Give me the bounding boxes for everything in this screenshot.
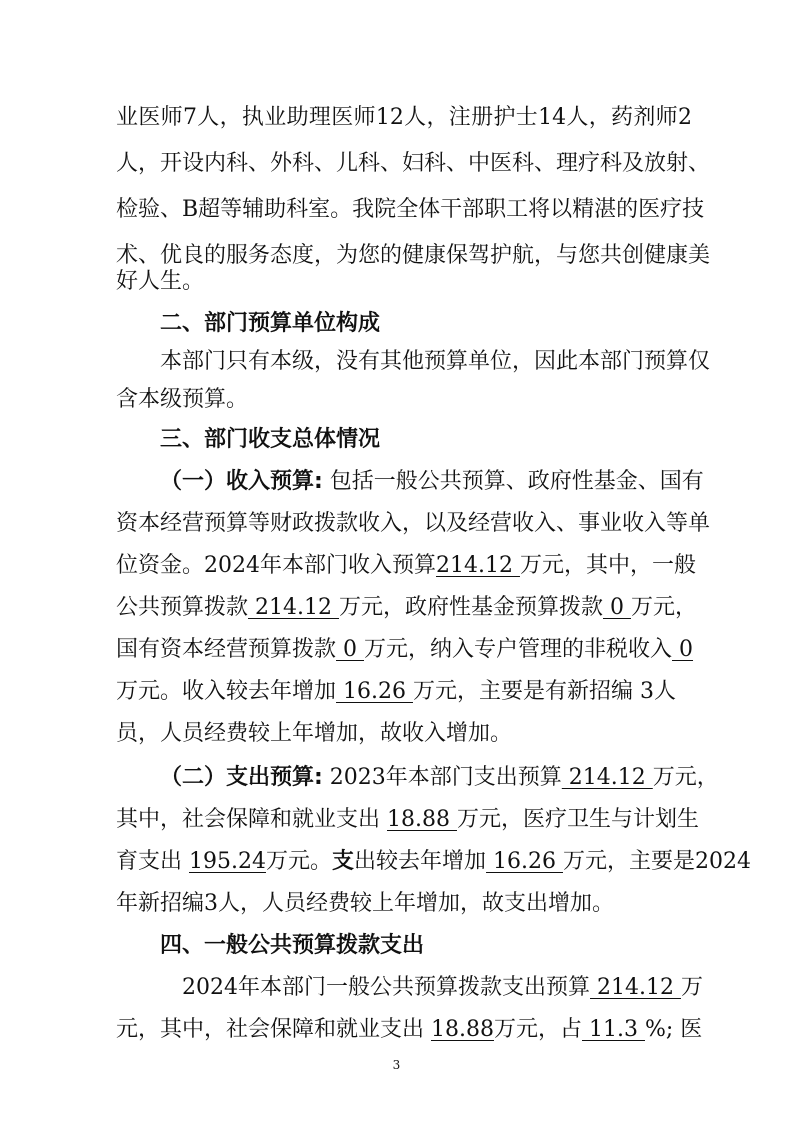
body-text: 万元，主要是2024 — [563, 849, 751, 874]
body-line: 好人生。 — [116, 269, 205, 294]
income-label: （一）收入预算: — [160, 469, 323, 494]
non-tax-value: 0 — [672, 637, 694, 662]
page-number: 3 — [392, 1058, 401, 1072]
income-line-3 — [116, 546, 696, 586]
body-text: 万元，医疗卫生与计划生 — [456, 807, 699, 832]
body-line: 术、优良的服务态度，为您的健康保驾护航，与您共创健康美 — [116, 243, 711, 268]
body-text: 万元，主要是有新招编 3人 — [412, 679, 676, 704]
body-text: 包括一般公共预算、政府性基金、国有 — [322, 469, 704, 494]
section-heading: 三、部门收支总体情况 — [160, 427, 381, 452]
percent-value: 11.3 — [582, 1017, 645, 1042]
expense-line-1 — [160, 758, 719, 798]
expense-line-3 — [116, 842, 751, 882]
body-text: 万元。收入较去年增加 — [116, 679, 337, 704]
body-text: 2023年本部门支出预算 — [322, 765, 562, 790]
income-total-value: 214.12 — [436, 553, 520, 578]
body-text: 育支出 — [116, 849, 189, 874]
body-text: 万元，纳入专户管理的非税收入 — [364, 637, 673, 662]
body-text: 万 — [680, 975, 703, 1000]
body-text: 2024年本部门一般公共预算拨款支出预算 — [182, 975, 590, 1000]
body-line: 人，开设内科、外科、儿科、妇科、中医科、理疗科及放射、 — [116, 151, 711, 176]
expense-increase-value: 16.26 — [486, 849, 563, 874]
section-heading: 二、部门预算单位构成 — [160, 311, 381, 336]
body-text: 公共预算拨款 — [116, 595, 249, 620]
section4-line-2 — [116, 1010, 703, 1050]
gov-fund-value: 0 — [603, 595, 631, 620]
section-heading: 四、一般公共预算拨款支出 — [160, 933, 425, 958]
expense-label: （二）支出预算: — [160, 765, 323, 790]
body-line: 本部门只有本级，没有其他预算单位，因此本部门预算仅 — [160, 349, 711, 374]
body-line: 业医师7人，执业助理医师12人，注册护士14人，药剂师2 — [116, 105, 692, 130]
expense-line-2 — [116, 800, 699, 840]
general-budget-value: 214.12 — [248, 595, 339, 620]
body-text: 元，其中，社会保障和就业支出 — [116, 1017, 431, 1042]
body-text: 出较去年增加 — [354, 849, 487, 874]
body-text: 其中，社会保障和就业支出 — [116, 807, 387, 832]
body-text: 万元，政府性基金预算拨款 — [338, 595, 603, 620]
body-text: 位资金。2024年本部门收入预算 — [116, 553, 436, 578]
income-line-4 — [116, 588, 697, 628]
body-line: 检验、B超等辅助科室。我院全体干部职工将以精湛的医疗技 — [116, 197, 705, 222]
body-text-bold: 支 — [332, 849, 355, 874]
body-line: 员，人员经费较上年增加，故收入增加。 — [116, 721, 513, 746]
social-security-expense-value: 18.88 — [431, 1017, 494, 1042]
body-text: 万元， — [652, 765, 719, 790]
body-text: 万元。 — [265, 849, 332, 874]
social-security-value: 18.88 — [387, 807, 457, 832]
body-text: 国有资本经营预算拨款 — [116, 637, 337, 662]
body-text: %; 医 — [644, 1017, 703, 1042]
income-line-6 — [116, 672, 692, 712]
body-text: 万元，其中，一般 — [519, 553, 696, 578]
health-value: 195.24 — [189, 849, 266, 874]
income-line-1 — [160, 462, 704, 502]
income-line-5 — [116, 630, 692, 670]
income-increase-value: 16.26 — [336, 679, 413, 704]
body-line: 资本经营预算等财政拨款收入，以及经营收入、事业收入等单 — [116, 511, 711, 536]
expense-total-value: 214.12 — [561, 765, 653, 790]
section4-line-1 — [182, 968, 703, 1008]
body-line: 年新招编3人，人员经费较上年增加，故支出增加。 — [116, 891, 614, 916]
body-line: 含本级预算。 — [116, 387, 249, 412]
body-text: 万元，占 — [493, 1017, 582, 1042]
body-text: 万元， — [630, 595, 697, 620]
general-expense-value: 214.12 — [590, 975, 681, 1000]
state-capital-value: 0 — [336, 637, 364, 662]
